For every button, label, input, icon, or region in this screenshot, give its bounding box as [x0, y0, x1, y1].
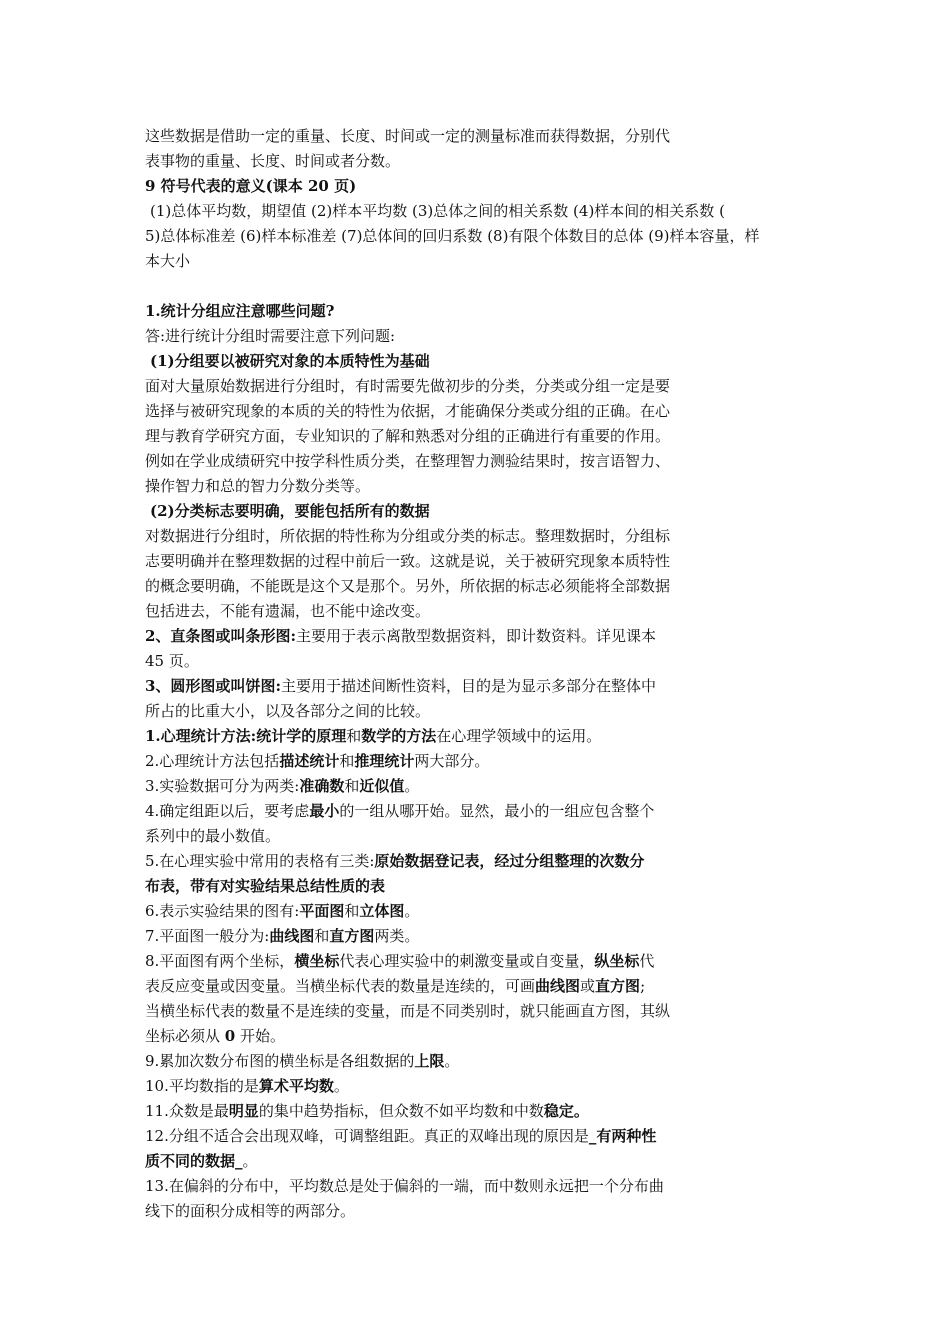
- bold-text: 算术平均数: [258, 1077, 334, 1095]
- text-run: 在心理学领域中的运用。: [436, 727, 602, 745]
- text-run: 表事物的重量、长度、时间或者分数。: [145, 152, 401, 170]
- bold-text: 曲线图: [269, 927, 315, 945]
- bold-text: 直方图: [595, 977, 641, 995]
- bold-text: 平面图: [299, 902, 345, 920]
- text-run: 两大部分。: [414, 752, 490, 770]
- text-run: 本大小: [145, 252, 191, 270]
- bold-text: _有两种性: [588, 1127, 657, 1145]
- text-run: 线下的面积分成相等的两部分。: [145, 1202, 356, 1220]
- text-line: [145, 199, 825, 224]
- text-run: 系列中的最小数值。: [145, 827, 281, 845]
- bold-text: 1.统计分组应注意哪些问题?: [145, 302, 335, 320]
- bold-text: 1.心理统计方法:: [145, 727, 257, 745]
- text-run: 坐标必须从: [145, 1027, 225, 1045]
- blank-line: [145, 274, 825, 299]
- text-run: 2.心理统计方法包括: [145, 752, 280, 770]
- text-line: [145, 174, 825, 199]
- text-line: [145, 724, 825, 749]
- text-run: 和: [339, 752, 355, 770]
- text-line: [145, 899, 825, 924]
- text-run: 。: [333, 1077, 349, 1095]
- text-run: 代表心理实验中的刺激变量或自变量，: [339, 952, 595, 970]
- text-run: 。: [444, 1052, 460, 1070]
- text-line: [145, 949, 825, 974]
- text-line: [145, 599, 825, 624]
- text-run: 的集中趋势指标，但众数不如平均数和中数: [258, 1102, 544, 1120]
- bold-text: 描述统计: [279, 752, 340, 770]
- text-line: [145, 1099, 825, 1124]
- text-line: [145, 624, 825, 649]
- bold-text: 上限: [414, 1052, 445, 1070]
- text-line: [145, 399, 825, 424]
- text-run: 或: [580, 977, 596, 995]
- bold-text: 准确数: [299, 777, 345, 795]
- text-run: 6.表示实验结果的图有:: [145, 902, 300, 920]
- text-run: 的一组从哪开始。显然，最小的一组应包含整个: [339, 802, 655, 820]
- text-run: 4.确定组距以后，要考虑: [145, 802, 310, 820]
- text-line: [145, 1149, 825, 1174]
- text-line: [145, 149, 825, 174]
- text-run: 12.分组不适合会出现双峰，可调整组距。真正的双峰出现的原因是: [145, 1127, 589, 1145]
- text-line: [145, 349, 825, 374]
- text-line: [145, 474, 825, 499]
- text-line: [145, 324, 825, 349]
- text-run: ;: [640, 977, 646, 995]
- text-run: 和: [314, 927, 330, 945]
- bold-text: 2、直条图或叫条形图:: [145, 627, 296, 645]
- text-run: 10.平均数指的是: [145, 1077, 259, 1095]
- text-line: [145, 1124, 825, 1149]
- text-run: 答:进行统计分组时需要注意下列问题:: [145, 327, 396, 345]
- text-run: 5)总体标准差 (6)样本标准差 (7)总体间的回归系数 (8)有限个体数目的总体 (9)样本容量，样: [145, 227, 760, 245]
- text-run: 45 页。: [145, 652, 199, 670]
- text-line: [145, 1174, 825, 1199]
- bold-text: (1)分组要以被研究对象的本质特性为基础: [150, 352, 430, 370]
- text-run: 操作智力和总的智力分数分类等。: [145, 477, 371, 495]
- text-run: (1)总体平均数，期望值 (2)样本平均数 (3)总体之间的相关系数 (4)样本间的相关系数 (: [150, 202, 725, 220]
- text-run: 对数据进行分组时，所依据的特性称为分组或分类的标志。整理数据时，分组标: [145, 527, 671, 545]
- text-line: [145, 374, 825, 399]
- bold-text: 统计学的原理: [256, 727, 347, 745]
- text-line: [145, 1024, 825, 1049]
- text-line: [145, 1074, 825, 1099]
- text-line: [145, 224, 825, 249]
- bold-text: 推理统计: [354, 752, 415, 770]
- text-line: [145, 449, 825, 474]
- text-line: [145, 924, 825, 949]
- bold-text: 原始数据登记表，经过分组整理的次数分: [374, 852, 645, 870]
- text-line: [145, 1049, 825, 1074]
- text-run: 5.在心理实验中常用的表格有三类:: [145, 852, 375, 870]
- bold-text: 0: [224, 1027, 236, 1045]
- text-run: 面对大量原始数据进行分组时，有时需要先做初步的分类，分类或分组一定是要: [145, 377, 671, 395]
- bold-text: 近似值: [359, 777, 405, 795]
- text-run: 11.众数是最: [145, 1102, 229, 1120]
- text-run: 代: [639, 952, 655, 970]
- bold-text: (2)分类标志要明确，要能包括所有的数据: [150, 502, 430, 520]
- text-run: 13.在偏斜的分布中，平均数总是处于偏斜的一端，而中数则永远把一个分布曲: [145, 1177, 664, 1195]
- text-line: [145, 674, 825, 699]
- text-run: 主要用于表示离散型数据资料，即计数资料。详见课本: [295, 627, 656, 645]
- text-line: [145, 249, 825, 274]
- text-line: [145, 549, 825, 574]
- bold-text: 质不同的数据_: [145, 1152, 243, 1170]
- bold-text: 曲线图: [535, 977, 581, 995]
- text-run: 所占的比重大小，以及各部分之间的比较。: [145, 702, 431, 720]
- text-run: 表反应变量或因变量。当横坐标代表的数量是连续的，可画: [145, 977, 536, 995]
- bold-text: 纵坐标: [594, 952, 640, 970]
- text-run: 9.累加次数分布图的横坐标是各组数据的: [145, 1052, 415, 1070]
- text-line: [145, 824, 825, 849]
- text-line: [145, 649, 825, 674]
- text-run: 例如在学业成绩研究中按学科性质分类，在整理智力测验结果时，按言语智力、: [145, 452, 671, 470]
- text-line: [145, 999, 825, 1024]
- text-line: [145, 124, 825, 149]
- bold-text: 直方图: [329, 927, 375, 945]
- text-run: 开始。: [235, 1027, 285, 1045]
- bold-text: 布表，带有对实验结果总结性质的表: [145, 877, 386, 895]
- text-line: [145, 974, 825, 999]
- text-run: 两类。: [374, 927, 420, 945]
- text-line: [145, 574, 825, 599]
- text-run: 和: [344, 777, 360, 795]
- text-run: 志要明确并在整理数据的过程中前后一致。这就是说，关于被研究现象本质特性: [145, 552, 671, 570]
- text-line: [145, 524, 825, 549]
- text-run: 。: [242, 1152, 258, 1170]
- bold-text: 稳定。: [543, 1102, 589, 1120]
- text-line: [145, 299, 825, 324]
- text-run: 和: [344, 902, 360, 920]
- text-run: 8.平面图有两个坐标，: [145, 952, 295, 970]
- document-body: [145, 124, 825, 1224]
- text-line: [145, 849, 825, 874]
- bold-text: 最小: [309, 802, 340, 820]
- text-run: 包括进去，不能有遗漏，也不能中途改变。: [145, 602, 431, 620]
- text-run: 主要用于描述间断性资料，目的是为显示多部分在整体中: [280, 677, 656, 695]
- bold-text: 立体图: [359, 902, 405, 920]
- text-line: [145, 874, 825, 899]
- text-run: 当横坐标代表的数量不是连续的变量，而是不同类别时，就只能画直方图，其纵: [145, 1002, 671, 1020]
- text-run: 7.平面图一般分为:: [145, 927, 270, 945]
- text-run: 理与教育学研究方面，专业知识的了解和熟悉对分组的正确进行有重要的作用。: [145, 427, 671, 445]
- bold-text: 明显: [228, 1102, 259, 1120]
- text-run: 的概念要明确，不能既是这个又是那个。另外，所依据的标志必须能将全部数据: [145, 577, 671, 595]
- bold-text: 数学的方法: [361, 727, 437, 745]
- text-line: [145, 499, 825, 524]
- text-line: [145, 749, 825, 774]
- bold-text: 3、圆形图或叫饼图:: [145, 677, 281, 695]
- text-run: 。: [404, 777, 420, 795]
- text-run: 。: [404, 902, 420, 920]
- text-line: [145, 1199, 825, 1224]
- text-run: 这些数据是借助一定的重量、长度、时间或一定的测量标准而获得数据，分别代: [145, 127, 671, 145]
- text-line: [145, 799, 825, 824]
- text-line: [145, 699, 825, 724]
- text-line: [145, 774, 825, 799]
- bold-text: 横坐标: [294, 952, 340, 970]
- text-run: 和: [346, 727, 362, 745]
- text-run: 选择与被研究现象的本质的关的特性为依据，才能确保分类或分组的正确。在心: [145, 402, 671, 420]
- text-run: 3.实验数据可分为两类:: [145, 777, 300, 795]
- bold-text: 9 符号代表的意义(课本 20 页): [145, 177, 357, 195]
- text-line: [145, 424, 825, 449]
